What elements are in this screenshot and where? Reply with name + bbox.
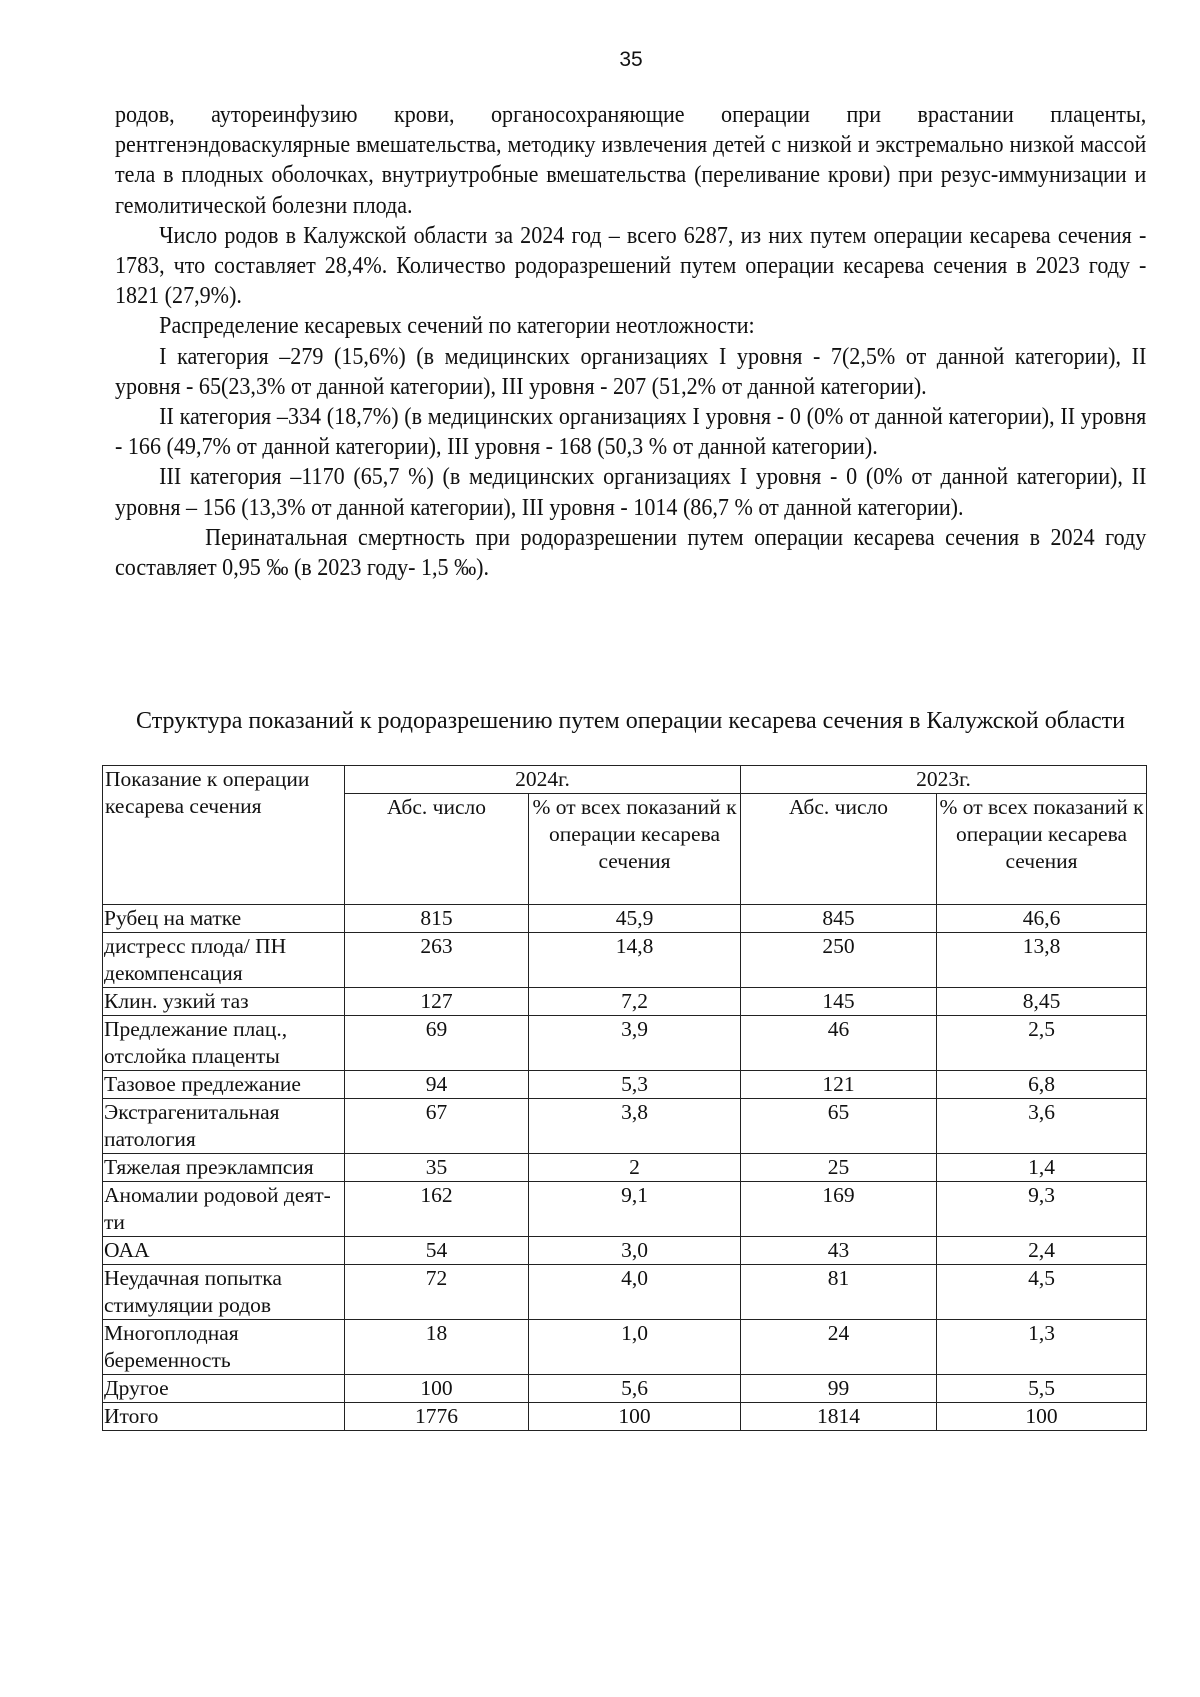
row-abs-2023: 145: [741, 988, 937, 1016]
row-pct-2024: 2: [529, 1154, 741, 1182]
table-row: [103, 1154, 1147, 1182]
row-abs-2024: 1776: [345, 1403, 529, 1431]
row-abs-2023: 250: [741, 933, 937, 988]
row-abs-2023: 169: [741, 1182, 937, 1237]
row-pct-2024: 14,8: [529, 933, 741, 988]
header-indication: Показание к операции кесарева сечения: [103, 766, 345, 905]
paragraph-category-1: I категория –279 (15,6%) (в медицинских организациях I уровня - 7(2,5% от данной категории), II уровня - 65(23,3% от данной категории), III уровня - 207 (51,2% от данной категории).: [115, 343, 1147, 400]
row-pct-2024: 9,1: [529, 1182, 741, 1237]
row-pct-2023: 9,3: [937, 1182, 1147, 1237]
row-indication: Тяжелая преэклампсия: [103, 1154, 345, 1182]
indications-table-container: [102, 765, 1146, 1431]
table-row: [103, 1016, 1147, 1071]
row-pct-2023: 4,5: [937, 1265, 1147, 1320]
paragraph-category-3: III категория –1170 (65,7 %) (в медицинских организациях I уровня - 0 (0% от данной категории), II уровня – 156 (13,3% от данной категории), III уровня - 1014 (86,7 % от данной категории).: [115, 464, 1147, 521]
row-indication: Неудачная попытка стимуляции родов: [103, 1265, 345, 1320]
row-abs-2024: 69: [345, 1016, 529, 1071]
row-abs-2024: 162: [345, 1182, 529, 1237]
row-pct-2023: 1,3: [937, 1320, 1147, 1375]
indications-table: [102, 765, 1147, 1431]
row-pct-2023: 2,4: [937, 1237, 1147, 1265]
row-indication: Экстрагенитальная патология: [103, 1099, 345, 1154]
row-pct-2023: 3,6: [937, 1099, 1147, 1154]
row-pct-2023: 100: [937, 1403, 1147, 1431]
table-row: [103, 1265, 1147, 1320]
row-indication: Клин. узкий таз: [103, 988, 345, 1016]
row-abs-2023: 24: [741, 1320, 937, 1375]
row-pct-2024: 3,9: [529, 1016, 741, 1071]
row-pct-2023: 5,5: [937, 1375, 1147, 1403]
row-pct-2024: 5,3: [529, 1071, 741, 1099]
row-pct-2023: 1,4: [937, 1154, 1147, 1182]
row-pct-2024: 3,0: [529, 1237, 741, 1265]
header-pct-2023: % от всех показаний к операции кесарева сечения: [937, 794, 1147, 905]
row-abs-2023: 121: [741, 1071, 937, 1099]
header-abs-2023: Абс. число: [741, 794, 937, 905]
row-abs-2023: 65: [741, 1099, 937, 1154]
paragraph-urgency-intro: Распределение кесаревых сечений по категории неотложности:: [159, 313, 755, 340]
row-pct-2023: 46,6: [937, 905, 1147, 933]
body-text: [115, 100, 1146, 583]
row-abs-2023: 845: [741, 905, 937, 933]
row-abs-2024: 127: [345, 988, 529, 1016]
row-indication: Аномалии родовой деят-ти: [103, 1182, 345, 1237]
row-abs-2024: 18: [345, 1320, 529, 1375]
table-row-total: [103, 1403, 1147, 1431]
row-indication: Другое: [103, 1375, 345, 1403]
row-abs-2024: 94: [345, 1071, 529, 1099]
row-indication: ОАА: [103, 1237, 345, 1265]
row-pct-2024: 45,9: [529, 905, 741, 933]
row-abs-2024: 263: [345, 933, 529, 988]
paragraph-category-2: II категория –334 (18,7%) (в медицинских организациях I уровня - 0 (0% от данной категории), II уровня - 166 (49,7% от данной категории), III уровня - 168 (50,3 % от данной категории).: [115, 404, 1147, 461]
row-abs-2023: 1814: [741, 1403, 937, 1431]
paragraph-perinatal-mortality: Перинатальная смертность при родоразрешении путем операции кесарева сечения в 2024 году составляет 0,95 ‰ (в 2023 году- 1,5 ‰).: [115, 524, 1147, 582]
paragraph-continuation: родов, аутореинфузию крови, органосохраняющие операции при врастании плаценты, рентгенэндоваскулярные вмешательства, методику извлечения детей с низкой и экстремально низкой массой тела в плодных оболочках, внутриутробные вмешательства (переливание крови) при резус-иммунизации и гемолитической болезни плода.: [115, 102, 1147, 219]
table-row: [103, 933, 1147, 988]
table-row: [103, 1237, 1147, 1265]
row-indication: Итого: [103, 1403, 345, 1431]
row-abs-2023: 43: [741, 1237, 937, 1265]
row-abs-2024: 100: [345, 1375, 529, 1403]
row-pct-2023: 13,8: [937, 933, 1147, 988]
table-row: [103, 1320, 1147, 1375]
row-abs-2023: 25: [741, 1154, 937, 1182]
row-indication: Многоплодная беременность: [103, 1320, 345, 1375]
table-header-row-years: [103, 766, 1147, 794]
row-pct-2023: 6,8: [937, 1071, 1147, 1099]
table-row: [103, 1182, 1147, 1237]
row-pct-2024: 100: [529, 1403, 741, 1431]
header-abs-2024: Абс. число: [345, 794, 529, 905]
row-indication: дистресс плода/ ПН декомпенсация: [103, 933, 345, 988]
row-indication: Тазовое предлежание: [103, 1071, 345, 1099]
row-pct-2024: 7,2: [529, 988, 741, 1016]
page-number: 35: [619, 48, 643, 71]
header-pct-2024: % от всех показаний к операции кесарева сечения: [529, 794, 741, 905]
row-pct-2023: 8,45: [937, 988, 1147, 1016]
row-abs-2024: 815: [345, 905, 529, 933]
table-row: [103, 988, 1147, 1016]
row-indication: Рубец на матке: [103, 905, 345, 933]
row-abs-2024: 72: [345, 1265, 529, 1320]
row-abs-2023: 99: [741, 1375, 937, 1403]
row-pct-2023: 2,5: [937, 1016, 1147, 1071]
table-row: [103, 905, 1147, 933]
table-row: [103, 1099, 1147, 1154]
row-pct-2024: 1,0: [529, 1320, 741, 1375]
paragraph-births-total: Число родов в Калужской области за 2024 год – всего 6287, из них путем операции кесарева сечения - 1783, что составляет 28,4%. Количество родоразрешений путем операции кесарева сечения в 2023 году - 1821 (27,9%).: [115, 222, 1147, 310]
row-abs-2023: 81: [741, 1265, 937, 1320]
header-year-2023: 2023г.: [741, 766, 1147, 794]
table-row: [103, 1375, 1147, 1403]
row-pct-2024: 4,0: [529, 1265, 741, 1320]
row-abs-2024: 35: [345, 1154, 529, 1182]
row-abs-2024: 54: [345, 1237, 529, 1265]
row-abs-2024: 67: [345, 1099, 529, 1154]
row-abs-2023: 46: [741, 1016, 937, 1071]
row-indication: Предлежание плац., отслойка плаценты: [103, 1016, 345, 1071]
row-pct-2024: 5,6: [529, 1375, 741, 1403]
row-pct-2024: 3,8: [529, 1099, 741, 1154]
header-year-2024: 2024г.: [345, 766, 741, 794]
table-row: [103, 1071, 1147, 1099]
table-title: Структура показаний к родоразрешению путем операции кесарева сечения в Калужской области: [136, 708, 1125, 734]
